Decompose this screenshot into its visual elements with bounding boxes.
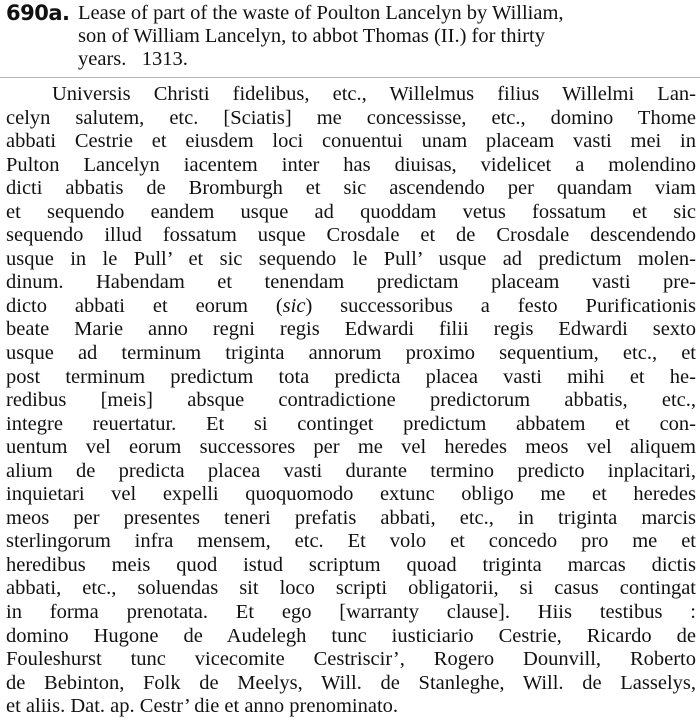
charter-line: celyn salutem, etc. [Sciatis] me concessisse, etc., domino Thome [6,106,696,129]
charter-line: domino Hugone de Audelegh tunc iusticiario Cestrie, Ricardo de [6,624,696,647]
charter-line: heredibus meis quod istud scriptum quoad triginta marcas dictis [6,553,696,576]
charter-line: usque in le Pull’ et sic sequendo le Pull’ usque ad predictum molen- [6,247,696,270]
charter-line: Fouleshurst tunc vicecomite Cestriscir’, Rogero Dounvill, Roberto [6,648,696,671]
charter-line: dicto abbati et eorum (sic) successoribus a festo Purificationis [6,294,697,317]
entry-number: 690a. [6,1,70,25]
charter-line: usque ad terminum triginta annorum proximo sequentium, etc., et [6,342,696,365]
charter-line: meos per presentes teneri prefatis abbati, etc., in triginta marcis [6,506,696,529]
charter-line: Pulton Lancelyn iacentem inter has diuisas, videlicet a molendino [6,153,696,176]
charter-line: dinum. Habendam et tenendam predictam placeam vasti pre- [6,271,696,294]
entry-title-line: years. 1313. [78,48,188,70]
section-divider [0,77,700,78]
charter-line: redibus [meis] absque contradictione predictorum abbatis, etc., [6,389,696,412]
charter-line: et aliis. Dat. ap. Cestr’ die et anno prenominato. [6,695,399,718]
charter-line: inquietari vel expelli quoquomodo extunc obligo me et heredes [6,483,696,506]
charter-line: sterlingorum infra mensem, etc. Et volo et concedo pro me et [6,530,696,553]
charter-line: abbati Cestrie et eiusdem loci conuentui unam placeam vasti mei in [6,130,696,153]
charter-line: dicti abbatis de Bromburgh et sic ascendendo per quandam viam [6,177,696,200]
charter-line: integre reuertatur. Et si continget predictum abbatem et con- [6,412,696,435]
charter-line: sequendo illud fossatum usque Crosdale et de Crosdale descendendo [6,224,696,247]
entry-title-line: Lease of part of the waste of Poulton Lancelyn by William, [78,2,564,24]
charter-line: post terminum predictum tota predicta placea vasti mihi et he- [6,365,696,388]
sic-annotation: sic [282,294,306,317]
charter-line: alium de predicta placea vasti durante termino predicto inplacitari, [6,459,696,482]
charter-line: de Bebinton, Folk de Meelys, Will. de Stanleghe, Will. de Lasselys, [6,671,696,694]
charter-line: abbati, etc., soluendas sit loco scripti obligatorii, si casus contingat [6,577,696,600]
charter-text [6,83,696,719]
charter-line: beate Marie anno regni regis Edwardi filii regis Edwardi sexto [6,318,696,341]
charter-line: Universis Christi fidelibus, etc., Willelmus filius Willelmi Lan- [52,83,696,105]
charter-line: et sequendo eandem usque ad quoddam vetus fossatum et sic [6,200,696,223]
charter-line: in forma prenotata. Et ego [warranty clause]. Hiis testibus : [6,601,696,624]
charter-line: uentum vel eorum successores per me vel heredes meos vel aliquem [6,436,696,459]
entry-title-line: son of William Lancelyn, to abbot Thomas (II.) for thirty [78,25,545,47]
